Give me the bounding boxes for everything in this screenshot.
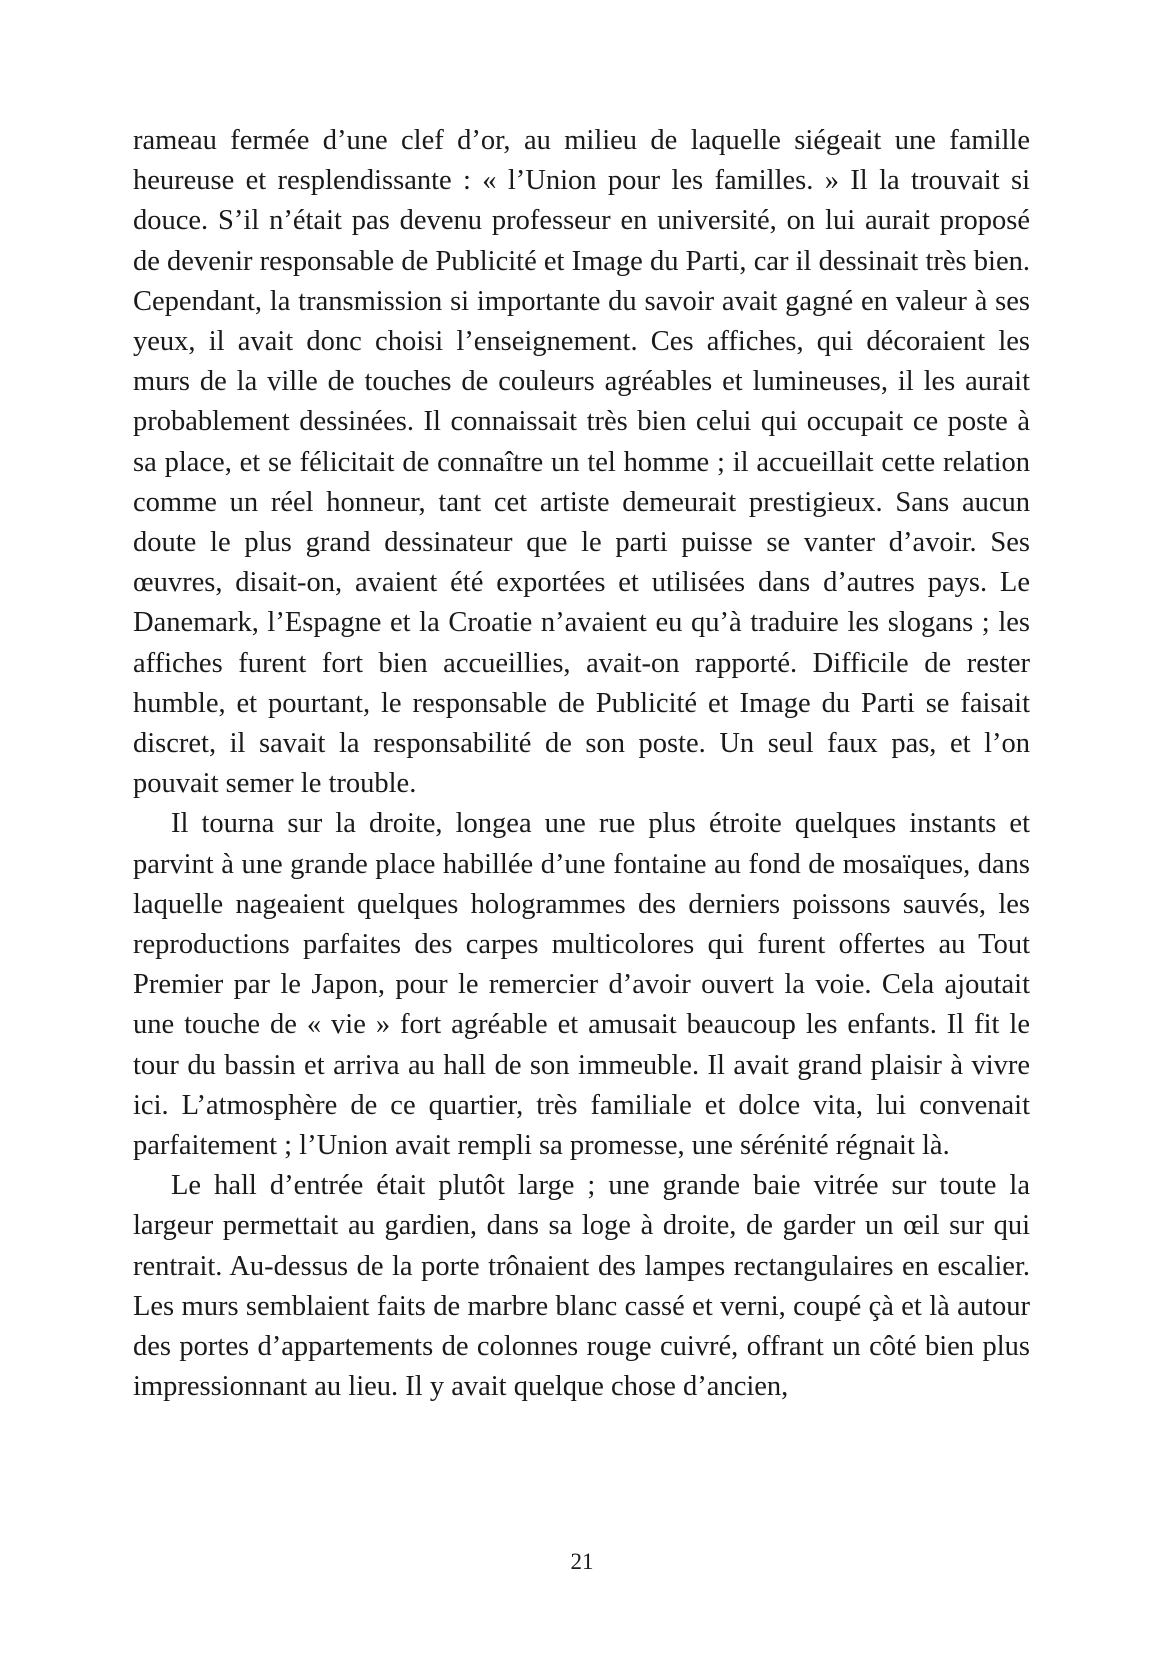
page-body xyxy=(133,121,1030,1408)
paragraph-2: Il tourna sur la droite, longea une rue plus étroite quelques instants et parvint à une grande place habillée d’une fontaine au fond de mosaïques, dans laquelle nageaient quelques hologrammes des derniers poissons sauvés, les reproductions parfaites des carpes multicolores qui furent offertes au Tout Premier par le Japon, pour le remercier d’avoir ouvert la voie. Cela ajoutait une touche de « vie » fort agréable et amusait beaucoup les enfants. Il fit le tour du bassin et arriva au hall de son immeuble. Il avait grand plaisir à vivre ici. L’atmosphère de ce quartier, très familiale et dolce vita, lui convenait parfaitement ; l’Union avait rempli sa promesse, une sérénité régnait là. xyxy=(133,808,1030,1162)
paragraph-1: rameau fermée d’une clef d’or, au milieu de laquelle siégeait une famille heureuse et resplendissante : « l’Union pour les familles. » Il la trouvait si douce. S’il n’était pas devenu professeur en université, on lui aurait proposé de devenir responsable de Publicité et Image du Parti, car il dessinait très bien. Cependant, la transmission si importante du savoir avait gagné en valeur à ses yeux, il avait donc choisi l’enseignement. Ces affiches, qui décoraient les murs de la ville de touches de couleurs agréables et lumineuses, il les aurait probablement dessinées. Il connaissait très bien celui qui occupait ce poste à sa place, et se félicitait de connaître un tel homme ; il accueillait cette relation comme un réel honneur, tant cet artiste demeurait prestigieux. Sans aucun doute le plus grand dessinateur que le parti puisse se vanter d’avoir. Ses œuvres, disait-on, avaient été exportées et utilisées dans d’autres pays. Le Danemark, l’Espagne et la Croatie n’avaient eu qu’à traduire les slogans ; les affiches furent fort bien accueillies, avait-on rapporté. Difficile de rester humble, et pourtant, le responsable de Publicité et Image du Parti se faisait discret, il savait la responsabilité de son poste. Un seul faux pas, et l’on pouvait semer le trouble. xyxy=(133,125,1030,800)
page-number: 21 xyxy=(570,1549,594,1574)
paragraph-3: Le hall d’entrée était plutôt large ; une grande baie vitrée sur toute la largeur permettait au gardien, dans sa loge à droite, de garder un œil sur qui rentrait. Au-dessus de la porte trônaient des lampes rectangulaires en escalier. Les murs semblaient faits de marbre blanc cassé et verni, coupé çà et là autour des portes d’appartements de colonnes rouge cuivré, offrant un côté bien plus impressionnant au lieu. Il y avait quelque chose d’ancien, xyxy=(133,1170,1030,1403)
